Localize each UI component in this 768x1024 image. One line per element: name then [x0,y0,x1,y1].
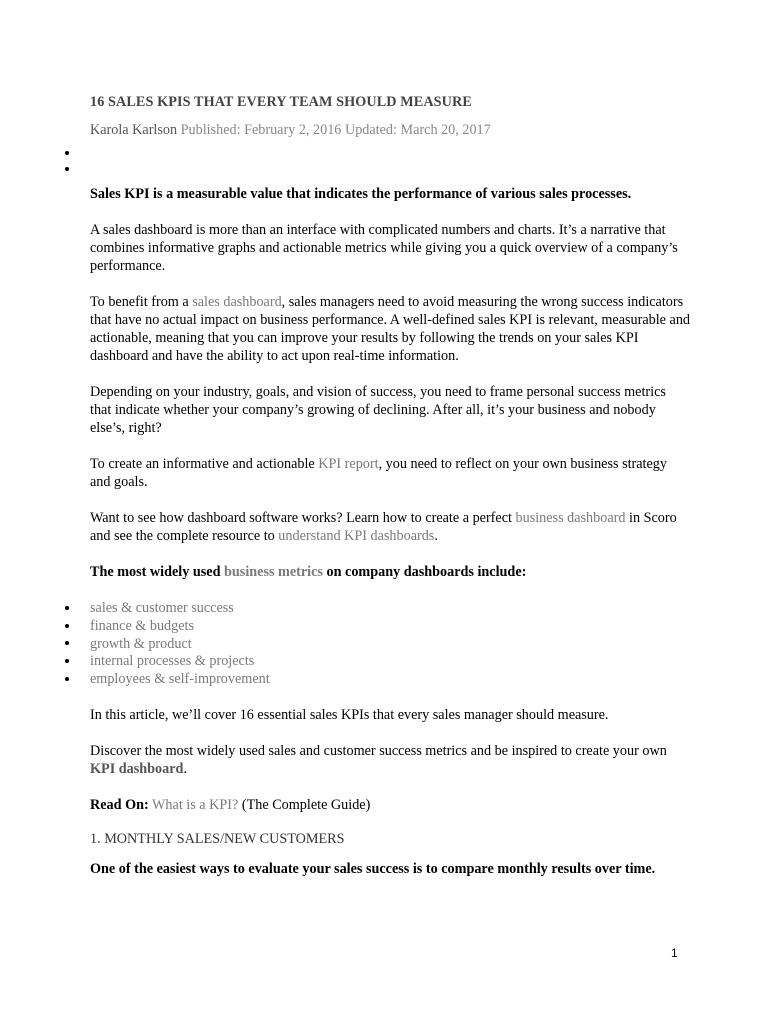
text: Discover the most widely used sales and customer success metrics and be inspired to create your own [90,742,667,759]
empty-bullet-list [65,143,690,175]
list-item [65,652,690,670]
article-body [90,93,690,878]
list-item [65,617,690,635]
author-name: Karola Karlson [90,122,178,138]
read-on-line [90,796,690,814]
empty-bullet [65,143,690,159]
metric-label: sales & customer success [90,599,234,616]
metric-label: growth & product [90,635,192,652]
lead-paragraph: Sales KPI is a measurable value that indicates the performance of various sales processes. [90,186,632,202]
metrics-list [65,599,690,688]
article-title: 16 SALES KPIS THAT EVERY TEAM SHOULD MEASURE [90,94,472,110]
bullet-icon [65,641,69,645]
page-number: 1 [671,946,678,960]
kpi-dashboard-link[interactable]: KPI dashboard [90,760,184,777]
understand-kpi-dashboards-link[interactable]: understand KPI dashboards [278,528,435,544]
list-item [65,635,690,653]
metric-label: internal processes & projects [90,653,255,670]
list-item [65,670,690,688]
text: . [434,528,438,544]
business-metrics-link[interactable]: business metrics [224,564,323,580]
text: (The Complete Guide) [238,796,371,813]
paragraph-article-scope: In this article, we’ll cover 16 essential sales KPIs that every sales manager should measure. [90,706,609,723]
bullet-icon [65,677,69,681]
list-item [65,599,690,617]
business-dashboard-link[interactable]: business dashboard [515,510,626,526]
text: To benefit from a [90,294,193,310]
what-is-a-kpi-link[interactable]: What is a KPI? [152,796,239,813]
bullet-icon [65,151,69,155]
bullet-icon [65,659,69,663]
metric-label: employees & self-improvement [90,671,270,688]
paragraph-dashboard-intro: A sales dashboard is more than an interface with complicated numbers and charts. It’s a narrative that combines informative graphs and actionable metrics while giving you a quick overview of a company’s performance. [90,222,678,274]
bullet-icon [65,167,69,171]
text: , you need to reflect on your own business strategy and goals. [90,456,667,490]
paragraph-benefit [90,293,690,365]
sales-dashboard-link[interactable]: sales dashboard [192,294,282,310]
paragraph-dashboard-software [90,509,690,545]
updated-date: Updated: March 20, 2017 [344,122,491,138]
text: To create an informative and actionable [90,456,319,472]
metrics-heading [90,563,690,581]
read-on-label: Read On: [90,796,149,813]
paragraph-discover [90,742,690,778]
text: in Scoro and see the complete resource to [90,510,677,544]
metric-label: finance & budgets [90,617,195,634]
text: Want to see how dashboard software works? Learn how to create a perfect [90,510,516,526]
bullet-icon [65,624,69,628]
empty-bullet [65,159,690,175]
published-date: Published: February 2, 2016 [180,122,342,138]
section-1-lead: One of the easiest ways to evaluate your sales success is to compare monthly results over time. [90,860,656,877]
text: . [183,760,187,777]
bullet-icon [65,606,69,610]
paragraph-kpi-report [90,455,690,491]
text: The most widely used [90,564,225,580]
paragraph-success-metrics: Depending on your industry, goals, and vision of success, you need to frame personal success metrics that indicate whether your company’s growing of declining. After all, it’s your business and nobody else’s, right? [90,384,666,436]
kpi-report-link[interactable]: KPI report [318,456,379,472]
section-1-heading: 1. MONTHLY SALES/NEW CUSTOMERS [90,830,345,847]
text: on company dashboards include: [322,564,527,580]
article-byline [90,121,690,139]
text: , sales managers need to avoid measuring the wrong success indicators that have no actual impact on business performance. A well-defined sales KPI is relevant, measurable and actionable, meaning that you can improve your results by following the trends on your sales KPI dashboard and have the ability to act upon real-time information. [90,294,691,364]
